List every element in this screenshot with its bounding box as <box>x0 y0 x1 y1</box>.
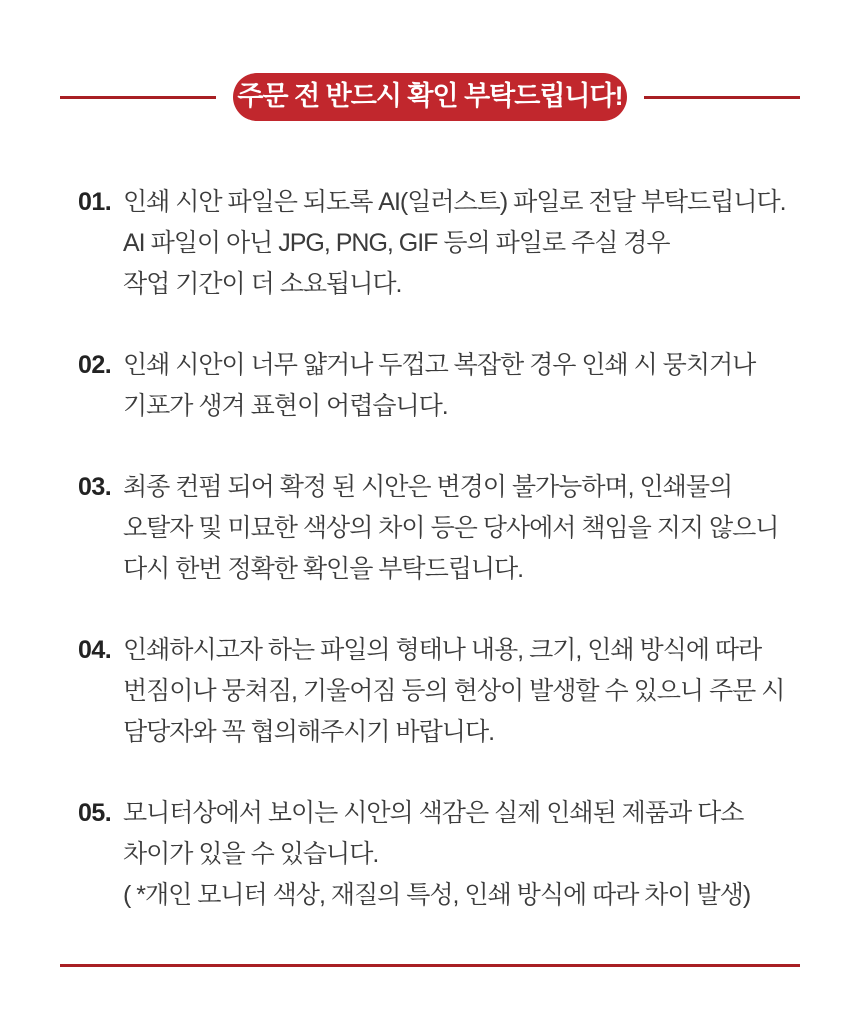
header-line-left <box>60 96 216 99</box>
notice-line: 인쇄 시안이 너무 얇거나 두껍고 복잡한 경우 인쇄 시 뭉치거나 <box>123 351 756 379</box>
notice-line: 인쇄하시고자 하는 파일의 형태나 내용, 크기, 인쇄 방식에 따라 <box>123 636 762 664</box>
notice-line: 번짐이나 뭉쳐짐, 기울어짐 등의 현상이 발생할 수 있으니 주문 시 <box>123 677 785 705</box>
notice-badge <box>233 73 627 121</box>
notice-line: 차이가 있을 수 있습니다. <box>123 840 379 868</box>
notice-number: 04. <box>78 636 112 664</box>
notice-item-05 <box>78 793 800 916</box>
notice-line: 최종 컨펌 되어 확정 된 시안은 변경이 불가능하며, 인쇄물의 <box>123 473 733 501</box>
notice-badge-label: 주문 전 반드시 확인 부탁드립니다! <box>237 80 623 111</box>
bottom-divider <box>60 964 800 967</box>
notice-line: 인쇄 시안 파일은 되도록 AI(일러스트) 파일로 전달 부탁드립니다. <box>123 188 786 216</box>
notice-text <box>123 467 778 590</box>
notice-line: 기포가 생겨 표현이 어렵습니다. <box>123 392 448 420</box>
notice-item-02 <box>78 345 800 427</box>
header-line-right <box>644 96 800 99</box>
notice-line: 오탈자 및 미묘한 색상의 차이 등은 당사에서 책임을 지지 않으니 <box>123 514 779 542</box>
notice-number: 02. <box>78 351 112 379</box>
notice-item-01 <box>78 182 800 305</box>
header <box>60 73 800 121</box>
notice-line: ( *개인 모니터 색상, 재질의 특성, 인쇄 방식에 따라 차이 발생) <box>123 881 751 909</box>
notice-line: 모니터상에서 보이는 시안의 색감은 실제 인쇄된 제품과 다소 <box>123 799 744 827</box>
notice-item-04 <box>78 630 800 753</box>
notice-line: 작업 기간이 더 소요됩니다. <box>123 270 402 298</box>
notice-number: 05. <box>78 799 112 827</box>
notice-number: 01. <box>78 188 112 216</box>
notice-line: 담당자와 꼭 협의해주시기 바랍니다. <box>123 718 495 746</box>
notice-number: 03. <box>78 473 112 501</box>
notice-line: 다시 한번 정확한 확인을 부탁드립니다. <box>123 555 524 583</box>
notice-text <box>123 345 755 427</box>
notice-text <box>123 793 750 916</box>
notice-list <box>78 182 800 916</box>
notice-text <box>123 630 784 753</box>
notice-item-03 <box>78 467 800 590</box>
notice-text <box>123 182 786 305</box>
notice-line: AI 파일이 아닌 JPG, PNG, GIF 등의 파일로 주실 경우 <box>123 229 670 257</box>
